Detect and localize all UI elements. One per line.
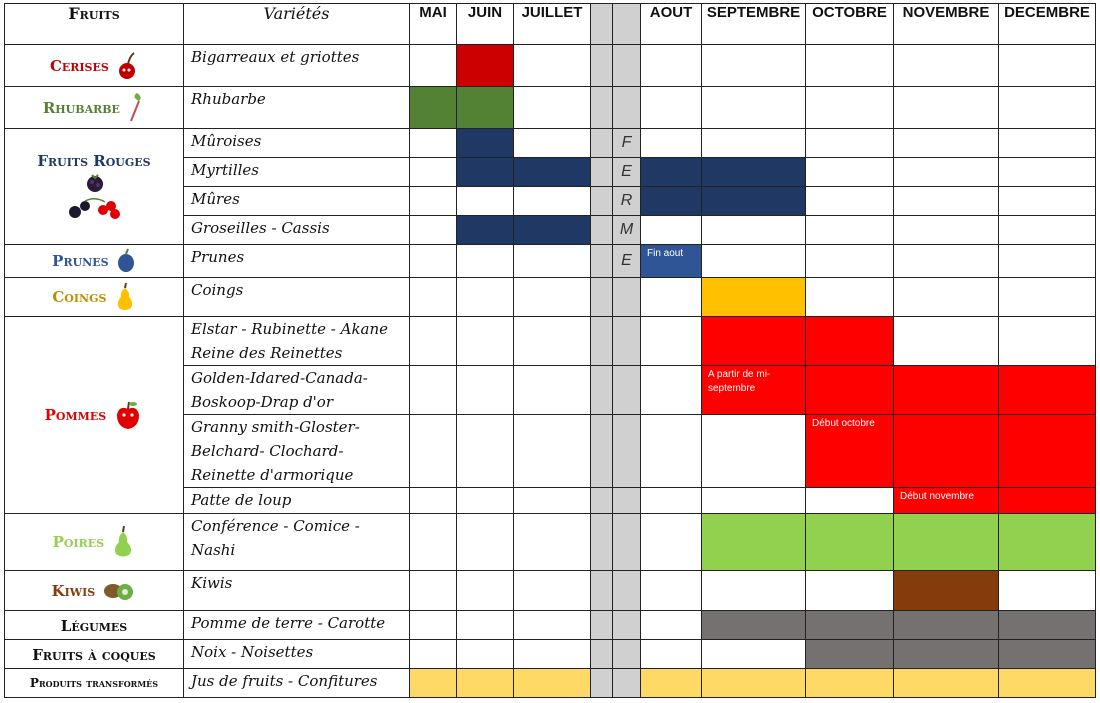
ferme-letter: E: [613, 158, 641, 187]
season-cell: [457, 669, 514, 698]
variety-line: Granny smith-Gloster-: [191, 418, 360, 436]
table-row: [5, 45, 1096, 87]
gap-column-1: [591, 4, 613, 45]
variety-line: Boskoop-Drap d'or: [191, 393, 334, 411]
variety-line: Elstar - Rubinette - Akane: [191, 320, 389, 338]
season-cell: [894, 366, 999, 415]
table-row: [5, 245, 1096, 278]
season-cell: [410, 87, 457, 129]
table-row: [5, 514, 1096, 571]
variety-bigarreaux: Bigarreaux et griottes: [184, 45, 410, 87]
variety-pommes-2: [184, 366, 410, 415]
fruit-label: Légumes: [60, 616, 128, 635]
ferme-letter: R: [613, 187, 641, 216]
season-cell: [999, 488, 1096, 514]
season-cell: [806, 669, 894, 698]
fruit-poires: [5, 514, 184, 571]
season-cell: [806, 415, 894, 488]
table-row: [5, 278, 1096, 317]
fruit-label: Pommes: [44, 406, 107, 424]
season-cell: [457, 216, 514, 245]
table-row: [5, 87, 1096, 129]
fruit-label: Fruits Rouges: [37, 152, 151, 170]
season-cell: [702, 366, 806, 415]
note-fin-aout: Fin aout: [647, 248, 684, 259]
variety-line: Reinette d'armorique: [191, 466, 354, 484]
header-decembre: DECEMBRE: [999, 4, 1096, 45]
table-row: [5, 317, 1096, 366]
table-row: [5, 669, 1096, 698]
fruit-kiwis: [5, 571, 184, 611]
table-row: [5, 129, 1096, 158]
note-mi-septembre: A partir de mi-septembre: [708, 369, 771, 394]
variety-myrtilles: Myrtilles: [184, 158, 410, 187]
header-octobre: OCTOBRE: [806, 4, 894, 45]
header-mai: MAI: [410, 4, 457, 45]
header-juin: JUIN: [457, 4, 514, 45]
variety-jus: Jus de fruits - Confitures: [184, 669, 410, 698]
season-cell: [806, 366, 894, 415]
fruit-fruits-rouges: [5, 129, 184, 245]
berries-icon: [65, 194, 125, 222]
fruit-produits: [5, 669, 184, 698]
variety-kiwis: Kiwis: [184, 571, 410, 611]
header-fruits: Fruits: [5, 4, 184, 45]
fruit-label: Fruits à coques: [32, 645, 156, 664]
header-juillet: JUILLET: [514, 4, 591, 45]
season-cell: [702, 317, 806, 366]
fruit-label: Kiwis: [51, 581, 96, 600]
apple-icon: [113, 399, 143, 431]
gap-column-2: [613, 4, 641, 45]
fruit-label: Coings: [52, 288, 107, 306]
fruit-rhubarbe: [5, 87, 184, 129]
season-cell: [894, 640, 999, 669]
table-row: [5, 640, 1096, 669]
season-cell: [702, 669, 806, 698]
ferme-letter: M: [613, 216, 641, 245]
harvest-calendar-table: [4, 3, 1096, 698]
variety-legumes: Pomme de terre - Carotte: [184, 611, 410, 640]
season-cell: [641, 245, 702, 278]
season-cell: [999, 669, 1096, 698]
season-cell: [806, 611, 894, 640]
season-cell: [894, 611, 999, 640]
fruit-coques: [5, 640, 184, 669]
season-cell: [806, 514, 894, 571]
note-debut-octobre: Début octobre: [812, 418, 875, 429]
season-cell: [702, 514, 806, 571]
season-cell: [457, 129, 514, 158]
variety-line: Nashi: [191, 541, 236, 559]
fruit-coings: [5, 278, 184, 317]
rhubarb-icon: [127, 93, 145, 123]
season-cell: [457, 87, 514, 129]
blackberry-icon: [84, 170, 106, 194]
ferme-letter: E: [613, 245, 641, 278]
cherry-icon: [116, 51, 138, 81]
variety-coings: Coings: [184, 278, 410, 317]
variety-rhubarbe: Rhubarbe: [184, 87, 410, 129]
season-cell: [894, 415, 999, 488]
variety-line: Belchard- Clochard-: [191, 442, 344, 460]
season-cell: [457, 158, 514, 187]
fruit-prunes: [5, 245, 184, 278]
ferme-letter: F: [613, 129, 641, 158]
fruit-label: Poires: [52, 533, 105, 551]
table-row: [5, 571, 1096, 611]
variety-line: Conférence - Comice -: [191, 517, 360, 535]
variety-pommes-4: Patte de loup: [184, 488, 410, 514]
season-cell: [702, 187, 806, 216]
header-aout: AOUT: [641, 4, 702, 45]
season-cell: [999, 611, 1096, 640]
fruit-label: Cerises: [49, 56, 109, 75]
quince-icon: [114, 282, 136, 312]
table-row: [5, 611, 1096, 640]
variety-line: Golden-Idared-Canada-: [191, 369, 368, 387]
season-cell: [806, 640, 894, 669]
season-cell: [999, 415, 1096, 488]
header-septembre: SEPTEMBRE: [702, 4, 806, 45]
season-cell: [514, 158, 591, 187]
season-cell: [894, 514, 999, 571]
season-cell: [641, 158, 702, 187]
header-novembre: NOVEMBRE: [894, 4, 999, 45]
variety-line: Reine des Reinettes: [191, 344, 343, 362]
season-cell: [999, 640, 1096, 669]
fruit-label: Prunes: [52, 252, 109, 270]
season-cell: [894, 488, 999, 514]
season-cell: [514, 669, 591, 698]
season-cell: [702, 158, 806, 187]
season-cell: [894, 669, 999, 698]
plum-icon: [116, 248, 136, 274]
season-cell: [999, 366, 1096, 415]
season-cell: [641, 669, 702, 698]
fruit-legumes: [5, 611, 184, 640]
variety-poires: [184, 514, 410, 571]
fruit-pommes: [5, 317, 184, 514]
season-cell: [702, 611, 806, 640]
pear-icon: [111, 525, 135, 559]
header-varieties: Variétés: [184, 4, 410, 45]
fruit-label: Produits transformés: [29, 676, 159, 691]
variety-pommes-1: [184, 317, 410, 366]
note-debut-novembre: Début novembre: [900, 491, 974, 502]
season-cell: [457, 45, 514, 87]
season-cell: [702, 278, 806, 317]
variety-prunes: Prunes: [184, 245, 410, 278]
variety-muroises: Mûroises: [184, 129, 410, 158]
variety-groseilles: Groseilles - Cassis: [184, 216, 410, 245]
variety-pommes-3: [184, 415, 410, 488]
variety-noix: Noix - Noisettes: [184, 640, 410, 669]
season-cell: [999, 514, 1096, 571]
season-cell: [514, 216, 591, 245]
season-cell: [641, 187, 702, 216]
variety-mures: Mûres: [184, 187, 410, 216]
season-cell: [410, 669, 457, 698]
season-cell: [894, 571, 999, 611]
fruit-label: Rhubarbe: [42, 98, 120, 117]
fruit-cerises: [5, 45, 184, 87]
kiwi-icon: [102, 580, 136, 602]
season-cell: [806, 317, 894, 366]
